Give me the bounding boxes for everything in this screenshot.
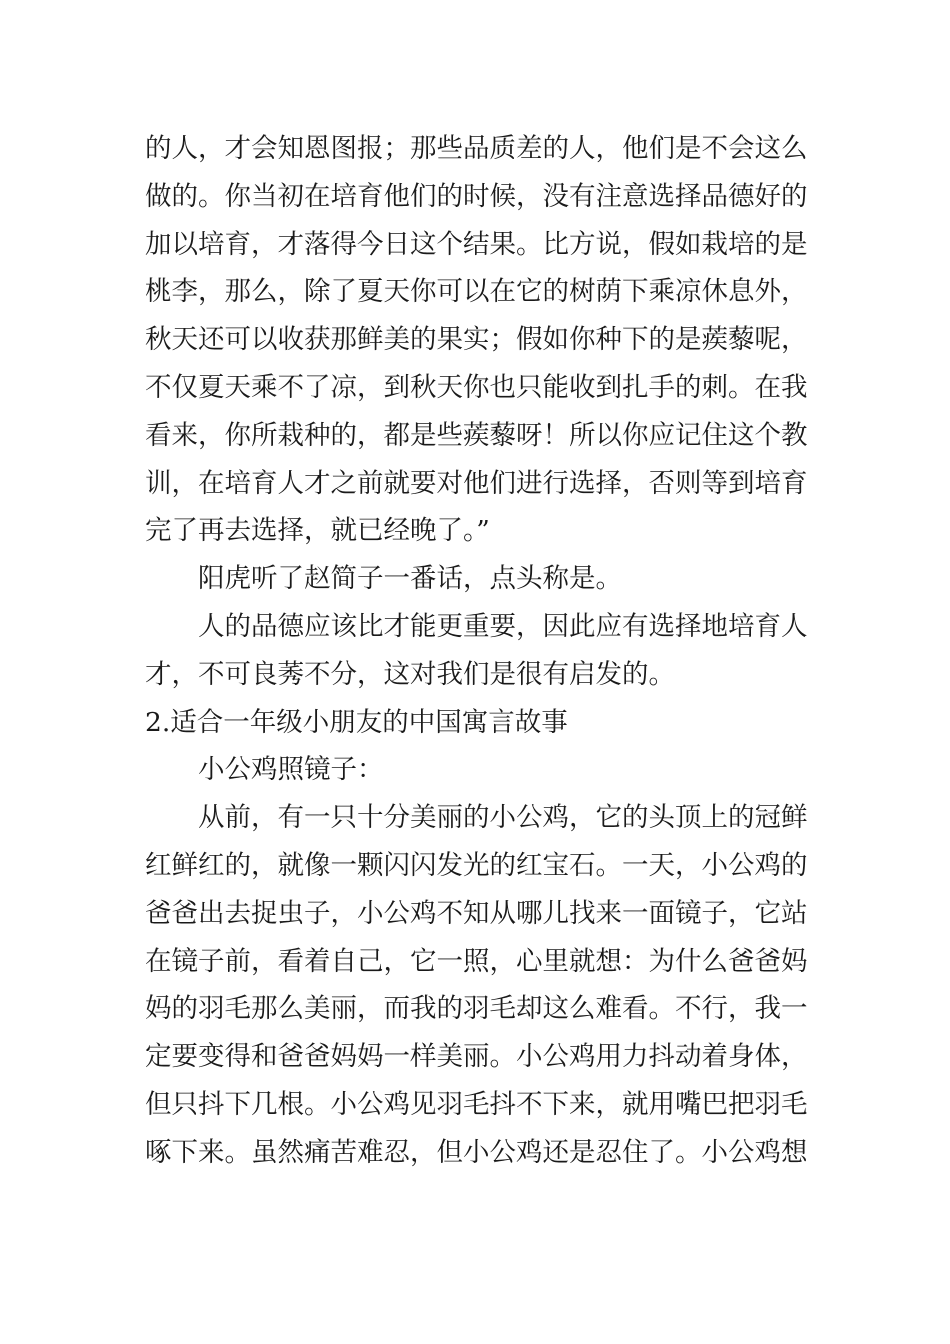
text-line: 定要变得和爸爸妈妈一样美丽。小公鸡用力抖动着身体， — [145, 1041, 808, 1073]
text-line: 完了再去选择，就已经晚了。” — [145, 515, 490, 547]
text-line: 但只抖下几根。小公鸡见羽毛抖不下来，就用嘴巴把羽毛 — [145, 1088, 808, 1120]
text-line: 阳虎听了赵简子一番话，点头称是。 — [198, 563, 622, 595]
document-body — [145, 125, 807, 1177]
text-line: 从前，有一只十分美丽的小公鸡，它的头顶上的冠鲜 — [198, 802, 808, 834]
text-line: 妈的羽毛那么美丽，而我的羽毛却这么难看。不行，我一 — [145, 993, 808, 1025]
text-line: 桃李，那么，除了夏天你可以在它的树荫下乘凉休息外， — [145, 276, 808, 308]
text-line: 秋天还可以收获那鲜美的果实；假如你种下的是蒺藜呢， — [145, 324, 808, 356]
text-line: 2.适合一年级小朋友的中国寓言故事 — [145, 706, 568, 738]
text-line: 不仅夏天乘不了凉，到秋天你也只能收到扎手的刺。在我 — [145, 371, 808, 403]
text-line: 训，在培育人才之前就要对他们进行选择，否则等到培育 — [145, 467, 808, 499]
text-line: 爸爸出去捉虫子，小公鸡不知从哪儿找来一面镜子，它站 — [145, 897, 808, 929]
text-line: 小公鸡照镜子： — [198, 754, 384, 786]
text-line: 在镜子前，看着自己，它一照，心里就想：为什么爸爸妈 — [145, 945, 808, 977]
text-line: 啄下来。虽然痛苦难忍，但小公鸡还是忍住了。小公鸡想 — [145, 1136, 808, 1168]
text-line: 的人，才会知恩图报；那些品质差的人，他们是不会这么 — [145, 133, 808, 164]
text-line: 加以培育，才落得今日这个结果。比方说，假如栽培的是 — [145, 228, 808, 260]
text-line: 做的。你当初在培育他们的时候，没有注意选择品德好的 — [145, 180, 808, 212]
text-line: 才，不可良莠不分，这对我们是很有启发的。 — [145, 658, 675, 690]
text-line: 人的品德应该比才能更重要，因此应有选择地培育人 — [198, 610, 808, 642]
text-line: 看来，你所栽种的，都是些蒺藜呀！所以你应记住这个教 — [145, 419, 808, 451]
text-line: 红鲜红的，就像一颗闪闪发光的红宝石。一天，小公鸡的 — [145, 849, 808, 881]
